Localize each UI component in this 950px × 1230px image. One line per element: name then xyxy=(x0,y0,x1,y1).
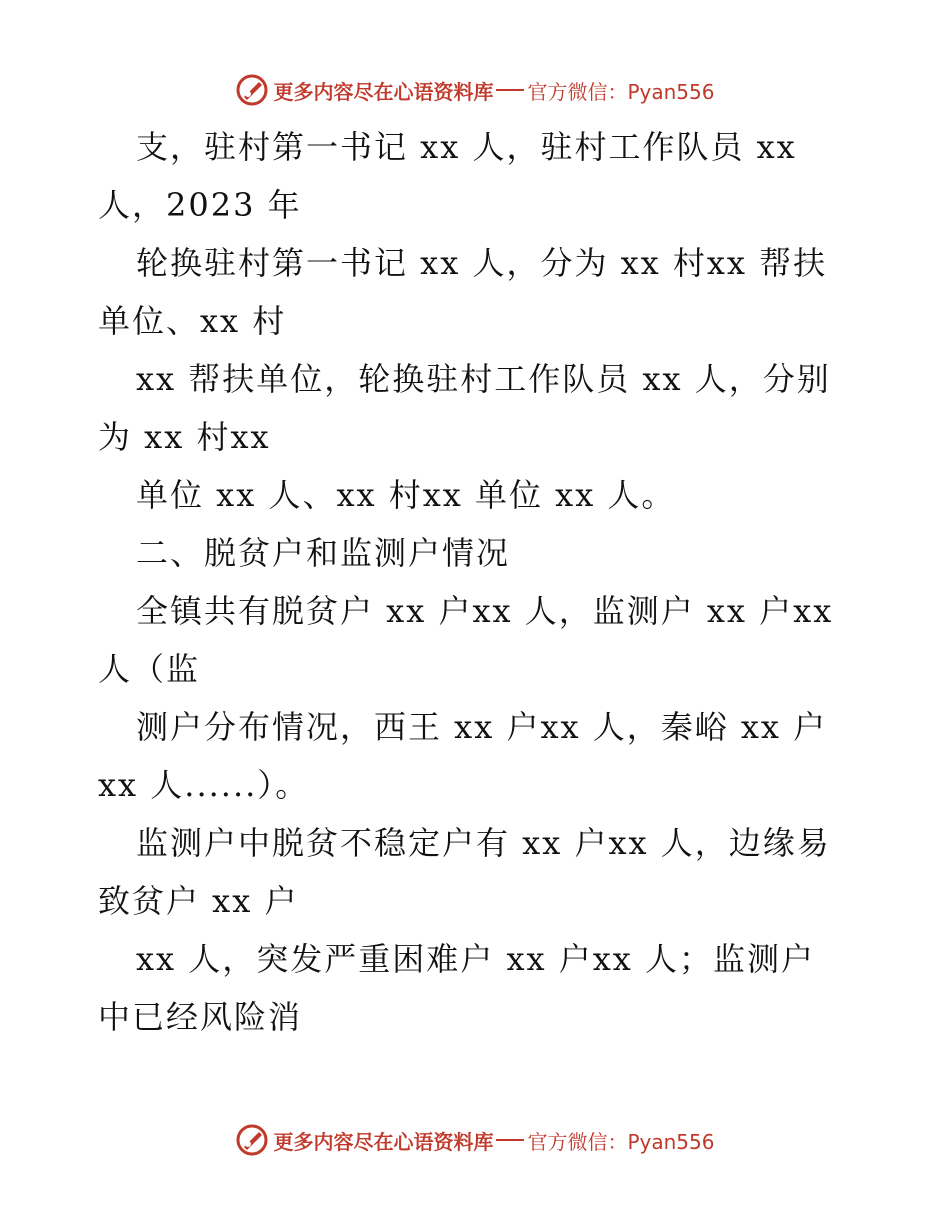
header-divider xyxy=(496,89,524,91)
paragraph-line: 人（监 xyxy=(98,650,201,688)
paragraph-line: 为 xx 村xx xyxy=(98,418,271,456)
paragraph-line: 全镇共有脱贫户 xx 户xx 人，监测户 xx 户xx xyxy=(136,592,834,630)
header-contact-text: 官方微信：Pyan556 xyxy=(527,79,715,104)
paragraph-line: 轮换驻村第一书记 xx 人，分为 xx 村xx 帮扶 xyxy=(136,244,828,282)
paragraph-line: xx 人......）。 xyxy=(98,766,310,804)
paragraph-line: 支，驻村第一书记 xx 人，驻村工作队员 xx xyxy=(136,128,797,166)
brand-logo-icon xyxy=(235,73,269,107)
paragraph-line: xx 人，突发严重困难户 xx 户xx 人；监测户 xyxy=(136,940,815,978)
paragraph-line: xx 帮扶单位，轮换驻村工作队员 xx 人，分别 xyxy=(136,360,831,398)
footer-brand-text: 更多内容尽在心语资料库 xyxy=(273,1129,494,1154)
paragraph-line: 测户分布情况，西王 xx 户xx 人，秦峪 xx 户 xyxy=(136,708,828,746)
brand-logo-icon xyxy=(235,1123,269,1157)
header-watermark xyxy=(0,70,950,110)
paragraph-line: 中已经风险消 xyxy=(98,998,303,1036)
paragraph-line: 致贫户 xx 户 xyxy=(98,882,299,920)
paragraph-line: 单位、xx 村 xyxy=(98,302,287,340)
header-brand-text: 更多内容尽在心语资料库 xyxy=(273,79,494,104)
footer-watermark xyxy=(0,1120,950,1160)
footer-divider xyxy=(496,1139,524,1141)
paragraph-line: 人，2023 年 xyxy=(98,186,302,224)
section-heading: 二、脱贫户和监测户情况 xyxy=(136,534,511,572)
paragraph-line: 单位 xx 人、xx 村xx 单位 xx 人。 xyxy=(136,476,676,514)
paragraph-line: 监测户中脱贫不稳定户有 xx 户xx 人，边缘易 xyxy=(136,824,831,862)
footer-contact-text: 官方微信：Pyan556 xyxy=(527,1129,715,1154)
